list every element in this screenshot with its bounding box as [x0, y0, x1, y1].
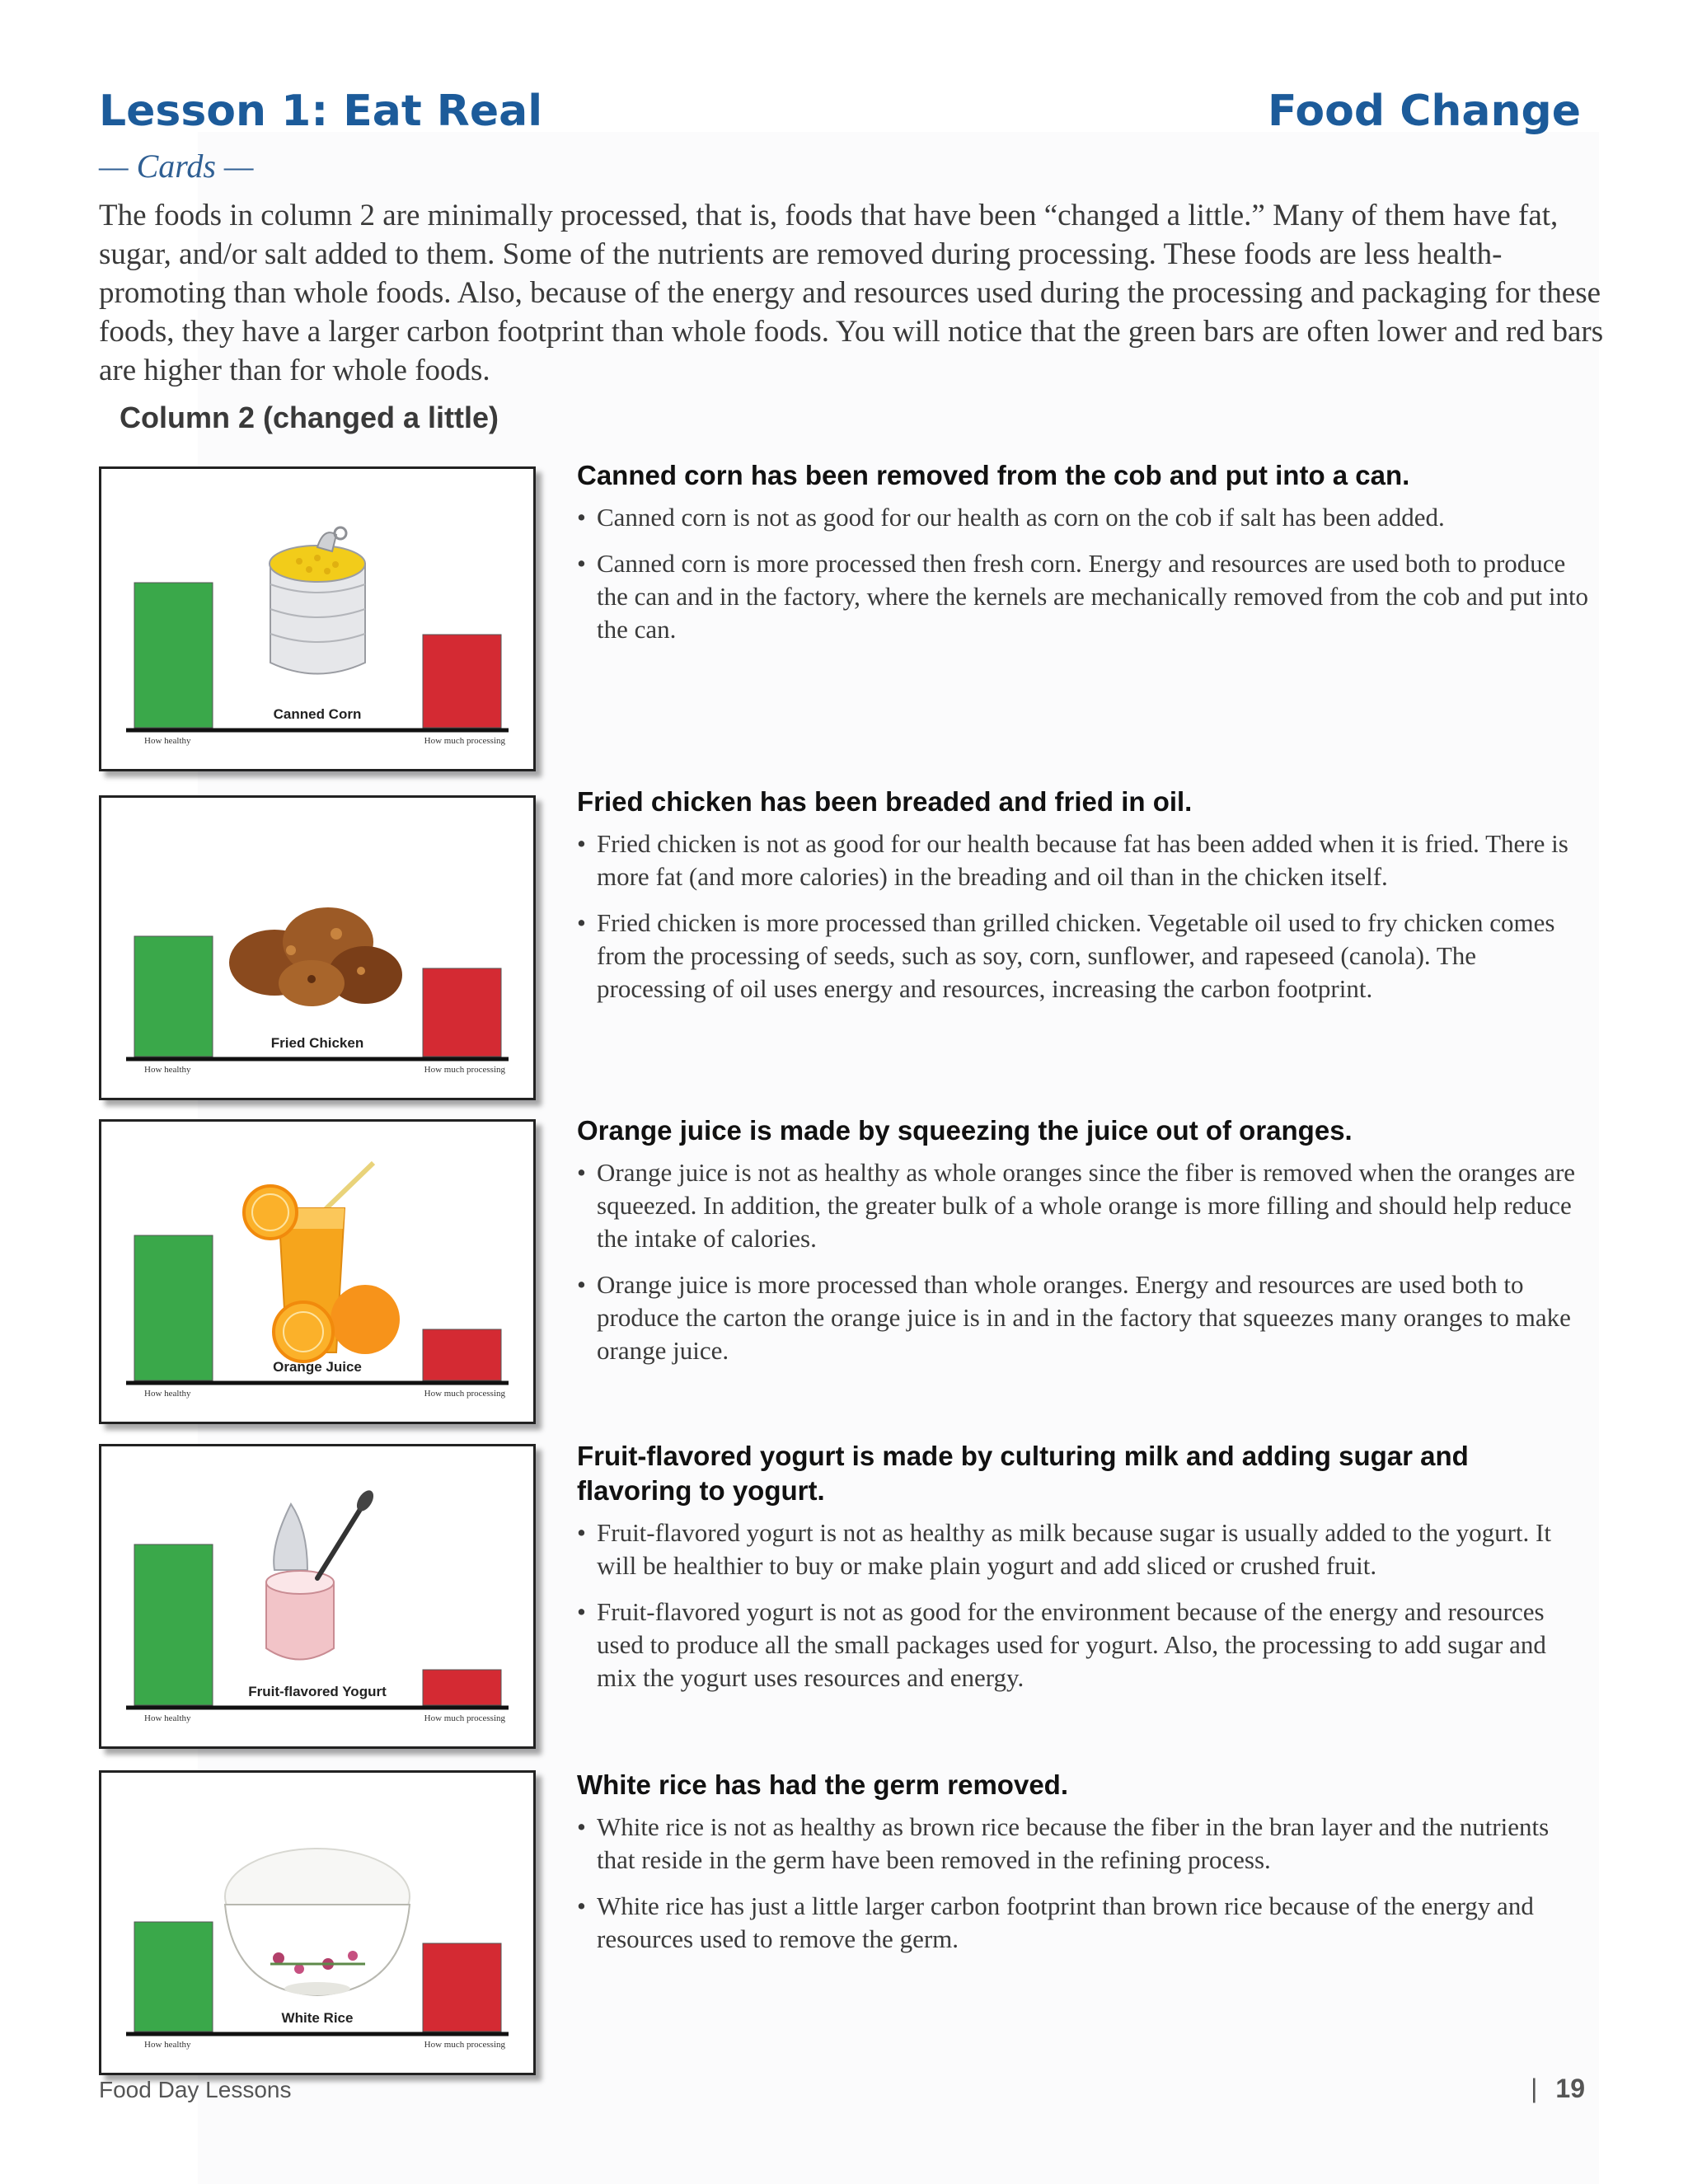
- card-chart: [101, 1122, 533, 1422]
- processing-bar: [423, 1329, 501, 1380]
- entry-fruit-flavored-yogurt: [577, 1439, 1591, 1708]
- entry-white-rice: [577, 1768, 1591, 1969]
- processing-bar: [423, 635, 501, 728]
- entry-orange-juice: [577, 1113, 1591, 1380]
- entry-bullets: [577, 1156, 1591, 1367]
- white-rice-image: [225, 1849, 410, 1995]
- processing-axis-label: How much processing: [424, 1065, 505, 1075]
- processing-axis-label: How much processing: [424, 736, 505, 746]
- card-fruit-flavored-yogurt: [99, 1444, 536, 1749]
- fruit-flavored-yogurt-image: [266, 1488, 377, 1660]
- processing-bar: [423, 1670, 501, 1705]
- card-label: Orange Juice: [273, 1359, 362, 1375]
- entry-heading: Fruit-flavored yogurt is made by culturing milk and adding sugar and flavoring to yogurt.: [577, 1441, 1469, 1506]
- healthy-bar: [134, 936, 213, 1057]
- footer-page-number: [1531, 2074, 1585, 2104]
- processing-axis-label: How much processing: [424, 1389, 505, 1399]
- processing-bar: [423, 968, 501, 1057]
- card-white-rice: [99, 1770, 536, 2075]
- card-chart: [101, 798, 533, 1098]
- card-canned-corn: [99, 466, 536, 771]
- entry-heading: White rice has had the germ removed.: [577, 1769, 1068, 1800]
- entry-bullet: • Canned corn is more processed then fresh corn. Energy and resources are used both to produce the can and in the factory, where the kernels are mechanically removed from the cob and put into the can.: [577, 547, 1591, 646]
- entry-bullet: • Fried chicken is not as good for our health because fat has been added when it is fried. There is more fat (and more calories) in the breading and oil than in the chicken itself.: [577, 827, 1591, 893]
- intro-paragraph: The foods in column 2 are minimally processed, that is, foods that have been “changed a little.” Many of them have fat, sugar, and/or salt added to them. Some of the nutrients are removed during processing. These foods are less health-promoting than whole foods. Also, because of the energy and resources used during the processing and packaging for these foods, they have a larger carbon footprint than whole foods. You will notice that the green bars are often lower and red bars are higher than for whole foods.: [99, 199, 1604, 387]
- page-subtitle: — Cards —: [99, 148, 254, 185]
- entry-bullet: • Fruit-flavored yogurt is not as good for the environment because of the energy and resources used to produce all the small packages used for yogurt. Also, the processing to add sugar and mix the yogurt uses resources and energy.: [577, 1596, 1591, 1694]
- card-fried-chicken: [99, 795, 536, 1100]
- entry-fried-chicken: [577, 785, 1591, 1019]
- card-chart: [101, 1446, 533, 1746]
- entry-heading: Canned corn has been removed from the cob and put into a can.: [577, 460, 1410, 490]
- healthy-bar: [134, 1544, 213, 1705]
- entry-bullet: • White rice is not as healthy as brown rice because the fiber in the bran layer and the nutrients that reside in the germ have been removed in the refining process.: [577, 1811, 1591, 1877]
- card-label: White Rice: [281, 2010, 354, 2026]
- entry-bullet: • Orange juice is not as healthy as whole oranges since the fiber is removed when the oranges are squeezed. In addition, the greater bulk of a whole orange is more filling and should help reduce the intake of calories.: [577, 1156, 1591, 1255]
- canned-corn-image: [270, 527, 365, 674]
- entry-bullets: [577, 1811, 1591, 1956]
- page-number: 19: [1555, 2074, 1585, 2103]
- entry-bullets: [577, 501, 1591, 646]
- healthy-axis-label: How healthy: [144, 1065, 191, 1075]
- entry-bullet: • Fruit-flavored yogurt is not as healthy as milk because sugar is usually added to the yogurt. It will be healthier to buy or make plain yogurt and add sliced or crushed fruit.: [577, 1516, 1591, 1582]
- fried-chicken-image: [229, 907, 402, 1006]
- processing-axis-label: How much processing: [424, 1713, 505, 1723]
- section-title: Food Change: [1268, 87, 1581, 136]
- footer-separator: |: [1531, 2074, 1538, 2103]
- lesson-title: Lesson 1: Eat Real: [99, 87, 543, 136]
- entry-bullet: • White rice has just a little larger carbon footprint than brown rice because of the energy and resources used to remove the germ.: [577, 1890, 1591, 1956]
- entry-bullet: • Fried chicken is more processed than grilled chicken. Vegetable oil used to fry chicken comes from the processing of seeds, such as soy, corn, sunflower, and rapeseed (canola). The processing of oil uses energy and resources, increasing the carbon footprint.: [577, 907, 1591, 1005]
- entry-bullet: • Orange juice is more processed than whole oranges. Energy and resources are used both to produce the carton the orange juice is in and in the factory that squeezes many oranges to make orange juice.: [577, 1268, 1591, 1367]
- card-label: Fried Chicken: [270, 1035, 364, 1051]
- healthy-bar: [134, 1922, 213, 2032]
- entry-bullet: • Canned corn is not as good for our health as corn on the cob if salt has been added.: [577, 501, 1591, 534]
- healthy-axis-label: How healthy: [144, 2040, 191, 2050]
- card-label: Canned Corn: [273, 706, 362, 722]
- healthy-axis-label: How healthy: [144, 1389, 191, 1399]
- entry-bullets: [577, 1516, 1591, 1694]
- healthy-bar: [134, 1235, 213, 1380]
- entry-heading: Orange juice is made by squeezing the juice out of oranges.: [577, 1115, 1353, 1146]
- entry-bullets: [577, 827, 1591, 1005]
- card-chart: [101, 469, 533, 769]
- card-label: Fruit-flavored Yogurt: [248, 1684, 387, 1699]
- entry-heading: Fried chicken has been breaded and fried in oil.: [577, 786, 1193, 817]
- healthy-axis-label: How healthy: [144, 1713, 191, 1723]
- entry-canned-corn: [577, 458, 1591, 659]
- healthy-axis-label: How healthy: [144, 736, 191, 746]
- card-orange-juice: [99, 1119, 536, 1424]
- processing-bar: [423, 1943, 501, 2032]
- healthy-bar: [134, 583, 213, 728]
- processing-axis-label: How much processing: [424, 2040, 505, 2050]
- footer-publication: Food Day Lessons: [99, 2077, 292, 2102]
- column-heading: Column 2 (changed a little): [120, 401, 499, 434]
- card-chart: [101, 1773, 533, 2073]
- orange-juice-image: [244, 1163, 400, 1361]
